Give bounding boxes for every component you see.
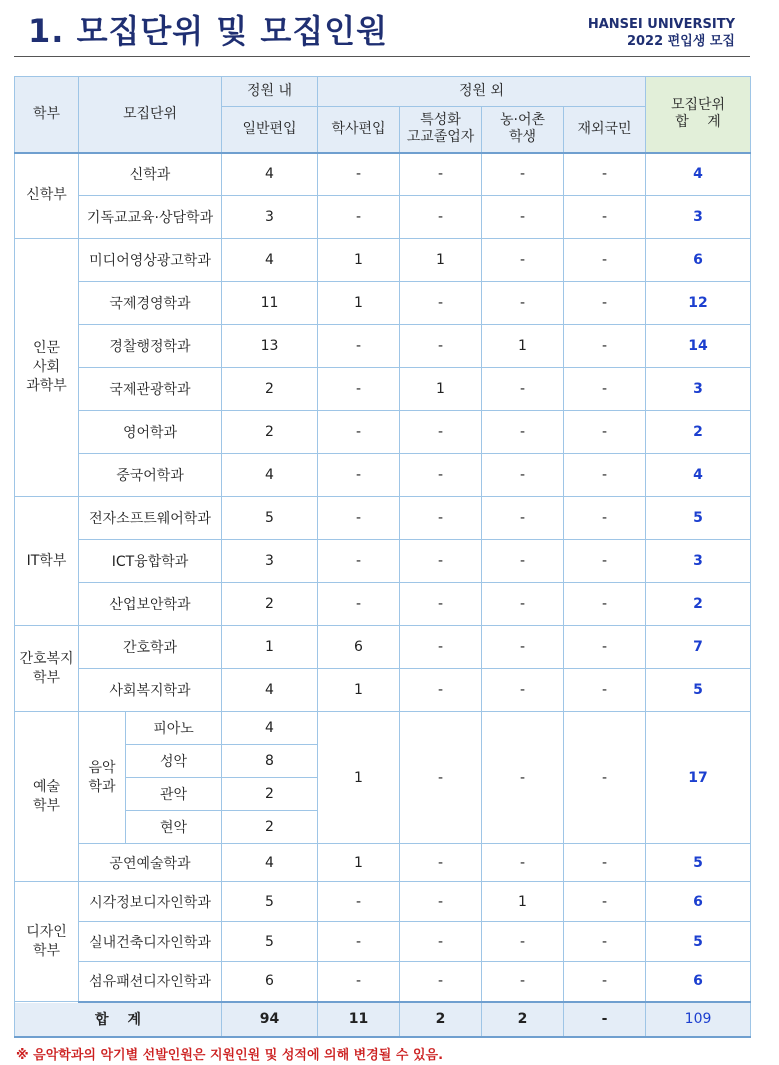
general-count: 5: [222, 497, 318, 540]
faculty-nursing-line2: 학부: [32, 669, 61, 686]
table-row: [15, 196, 751, 239]
rural-count: -: [482, 669, 564, 712]
col-header-overseas: 재외국민: [564, 107, 646, 153]
unit-name: 신학과: [79, 153, 222, 196]
col-header-rural-line1: 농·어촌: [500, 112, 546, 129]
faculty-humanities-line1: 인문: [32, 340, 61, 356]
faculty-nursing-line1: 간호복지: [19, 650, 74, 667]
unit-total: 7: [646, 626, 751, 669]
table-row: [15, 882, 751, 922]
table-row: [15, 922, 751, 962]
university-label: [588, 16, 735, 50]
unit-music: [79, 712, 126, 844]
unit-total: 5: [646, 669, 751, 712]
faculty-humanities-line2: 사회: [32, 359, 61, 375]
general-count: 11: [222, 282, 318, 325]
rural-count: -: [482, 626, 564, 669]
unit-total: 14: [646, 325, 751, 368]
special-count: -: [400, 454, 482, 497]
faculty-design-line1: 디자인: [26, 923, 67, 940]
unit-total: 4: [646, 454, 751, 497]
unit-total: 6: [646, 882, 751, 922]
general-count: 4: [222, 454, 318, 497]
special-count: -: [400, 626, 482, 669]
overseas-count: -: [564, 239, 646, 282]
university-name: HANSEI UNIVERSITY: [587, 17, 735, 32]
table-row: [15, 583, 751, 626]
general-count: 8: [222, 745, 318, 778]
overseas-count: -: [564, 712, 646, 844]
bachelor-count: -: [318, 454, 400, 497]
special-count: -: [400, 882, 482, 922]
general-count: 4: [222, 844, 318, 882]
table-row: [15, 626, 751, 669]
general-count: 4: [222, 239, 318, 282]
bachelor-count: -: [318, 368, 400, 411]
general-count: 1: [222, 626, 318, 669]
overseas-count: -: [564, 844, 646, 882]
special-count: -: [400, 922, 482, 962]
rural-count: -: [482, 962, 564, 1002]
rural-count: -: [482, 497, 564, 540]
overseas-count: -: [564, 962, 646, 1002]
instrument-name: 피아노: [126, 712, 222, 745]
total-special: 2: [400, 1002, 482, 1037]
overseas-count: -: [564, 882, 646, 922]
total-rural: 2: [482, 1002, 564, 1037]
rural-count: -: [482, 712, 564, 844]
overseas-count: -: [564, 922, 646, 962]
unit-name: 공연예술학과: [79, 844, 222, 882]
col-header-rural-line2: 학생: [508, 129, 537, 146]
unit-total: 4: [646, 153, 751, 196]
bachelor-count: -: [318, 962, 400, 1002]
table-row: [15, 325, 751, 368]
special-count: -: [400, 669, 482, 712]
unit-name: 섬유패션디자인학과: [79, 962, 222, 1002]
rural-count: -: [482, 282, 564, 325]
table-row: [15, 368, 751, 411]
unit-total: 17: [646, 712, 751, 844]
special-count: -: [400, 282, 482, 325]
faculty-arts: [15, 712, 79, 882]
table-row: [15, 712, 751, 745]
bachelor-count: 1: [318, 844, 400, 882]
overseas-count: -: [564, 497, 646, 540]
col-header-total: [646, 77, 751, 153]
faculty-arts-line2: 학부: [32, 797, 61, 814]
bachelor-count: -: [318, 153, 400, 196]
general-count: 4: [222, 153, 318, 196]
special-count: -: [400, 583, 482, 626]
rural-count: -: [482, 153, 564, 196]
unit-music-line2: 학과: [88, 778, 116, 795]
unit-name: 간호학과: [79, 626, 222, 669]
general-count: 5: [222, 882, 318, 922]
rural-count: 1: [482, 325, 564, 368]
rural-count: -: [482, 583, 564, 626]
unit-name: 사회복지학과: [79, 669, 222, 712]
general-count: 2: [222, 411, 318, 454]
unit-name: 시각정보디자인학과: [79, 882, 222, 922]
overseas-count: -: [564, 454, 646, 497]
table-row: [15, 540, 751, 583]
unit-name: 국제경영학과: [79, 282, 222, 325]
general-count: 2: [222, 368, 318, 411]
faculty-nursing: [15, 626, 79, 712]
rural-count: -: [482, 196, 564, 239]
overseas-count: -: [564, 368, 646, 411]
bachelor-count: -: [318, 325, 400, 368]
grand-total: 109: [646, 1002, 751, 1037]
special-count: -: [400, 196, 482, 239]
unit-name: 전자소프트웨어학과: [79, 497, 222, 540]
table-row: [15, 844, 751, 882]
faculty-arts-line1: 예술: [32, 778, 61, 795]
quota-table: [14, 76, 751, 1038]
unit-total: 3: [646, 540, 751, 583]
table-row: [15, 669, 751, 712]
unit-total: 3: [646, 368, 751, 411]
table-row: [15, 454, 751, 497]
col-header-specialized: [400, 107, 482, 153]
special-count: -: [400, 497, 482, 540]
page-title: 1. 모집단위 및 모집인원: [28, 12, 389, 50]
general-count: 6: [222, 962, 318, 1002]
overseas-count: -: [564, 411, 646, 454]
total-overseas: -: [564, 1002, 646, 1037]
bachelor-count: 6: [318, 626, 400, 669]
general-count: 5: [222, 922, 318, 962]
total-row: [15, 1002, 751, 1037]
rural-count: -: [482, 540, 564, 583]
general-count: 3: [222, 196, 318, 239]
rural-count: 1: [482, 882, 564, 922]
overseas-count: -: [564, 669, 646, 712]
table-row: [15, 239, 751, 282]
rural-count: -: [482, 239, 564, 282]
table-row: [15, 411, 751, 454]
bachelor-count: -: [318, 411, 400, 454]
faculty-design: [15, 882, 79, 1002]
rural-count: -: [482, 922, 564, 962]
unit-total: 5: [646, 922, 751, 962]
bachelor-count: -: [318, 922, 400, 962]
footnote: ※ 음악학과의 악기별 선발인원은 지원인원 및 성적에 의해 변경될 수 있음.: [16, 1048, 444, 1063]
overseas-count: -: [564, 325, 646, 368]
unit-name: 경찰행정학과: [79, 325, 222, 368]
total-general: 94: [222, 1002, 318, 1037]
admission-type: 2022 편입생 모집: [626, 34, 735, 49]
faculty-design-line2: 학부: [32, 942, 61, 959]
rural-count: -: [482, 411, 564, 454]
page-header: [0, 0, 779, 58]
unit-music-line1: 음악: [88, 759, 116, 776]
special-count: -: [400, 411, 482, 454]
unit-name: 미디어영상광고학과: [79, 239, 222, 282]
unit-name: 산업보안학과: [79, 583, 222, 626]
overseas-count: -: [564, 153, 646, 196]
faculty-it: IT학부: [15, 497, 79, 626]
col-header-in-quota: 정원 내: [222, 77, 318, 107]
general-count: 13: [222, 325, 318, 368]
special-count: -: [400, 962, 482, 1002]
unit-name: 국제관광학과: [79, 368, 222, 411]
unit-total: 3: [646, 196, 751, 239]
unit-total: 5: [646, 844, 751, 882]
special-count: -: [400, 540, 482, 583]
rural-count: -: [482, 454, 564, 497]
unit-name: 실내건축디자인학과: [79, 922, 222, 962]
bachelor-count: 1: [318, 282, 400, 325]
overseas-count: -: [564, 626, 646, 669]
col-header-out-quota: 정원 외: [318, 77, 646, 107]
instrument-name: 성악: [126, 745, 222, 778]
faculty-humanities: [15, 239, 79, 497]
unit-total: 5: [646, 497, 751, 540]
rural-count: -: [482, 844, 564, 882]
bachelor-count: -: [318, 540, 400, 583]
table-row: [15, 962, 751, 1002]
bachelor-count: -: [318, 583, 400, 626]
general-count: 2: [222, 583, 318, 626]
special-count: -: [400, 153, 482, 196]
overseas-count: -: [564, 583, 646, 626]
header-divider: [14, 56, 750, 57]
instrument-name: 관악: [126, 778, 222, 811]
col-header-general: 일반편입: [222, 107, 318, 153]
instrument-name: 현악: [126, 811, 222, 844]
general-count: 4: [222, 669, 318, 712]
bachelor-count: -: [318, 196, 400, 239]
bachelor-count: 1: [318, 712, 400, 844]
overseas-count: -: [564, 196, 646, 239]
col-header-bachelor: 학사편입: [318, 107, 400, 153]
faculty-humanities-line3: 과학부: [26, 378, 67, 394]
bachelor-count: 1: [318, 669, 400, 712]
special-count: 1: [400, 368, 482, 411]
table-row: [15, 282, 751, 325]
unit-total: 12: [646, 282, 751, 325]
general-count: 4: [222, 712, 318, 745]
col-header-unit: 모집단위: [79, 77, 222, 153]
col-header-total-line2: 합 계: [675, 114, 721, 131]
bachelor-count: 1: [318, 239, 400, 282]
general-count: 2: [222, 811, 318, 844]
col-header-specialized-line2: 고교졸업자: [406, 129, 475, 146]
unit-total: 6: [646, 239, 751, 282]
overseas-count: -: [564, 540, 646, 583]
unit-name: 기독교교육·상담학과: [79, 196, 222, 239]
total-label: 합 계: [15, 1002, 222, 1037]
unit-total: 6: [646, 962, 751, 1002]
special-count: -: [400, 712, 482, 844]
rural-count: -: [482, 368, 564, 411]
col-header-total-line1: 모집단위: [670, 97, 726, 114]
unit-name: ICT융합학과: [79, 540, 222, 583]
col-header-rural: [482, 107, 564, 153]
bachelor-count: -: [318, 882, 400, 922]
table-row: [15, 497, 751, 540]
special-count: -: [400, 325, 482, 368]
bachelor-count: -: [318, 497, 400, 540]
overseas-count: -: [564, 282, 646, 325]
col-header-faculty: 학부: [15, 77, 79, 153]
col-header-specialized-line1: 특성화: [420, 112, 461, 129]
special-count: -: [400, 844, 482, 882]
unit-name: 중국어학과: [79, 454, 222, 497]
general-count: 3: [222, 540, 318, 583]
total-bachelor: 11: [318, 1002, 400, 1037]
table-row: [15, 153, 751, 196]
faculty-theology: 신학부: [15, 153, 79, 239]
unit-name: 영어학과: [79, 411, 222, 454]
general-count: 2: [222, 778, 318, 811]
unit-total: 2: [646, 411, 751, 454]
special-count: 1: [400, 239, 482, 282]
unit-total: 2: [646, 583, 751, 626]
